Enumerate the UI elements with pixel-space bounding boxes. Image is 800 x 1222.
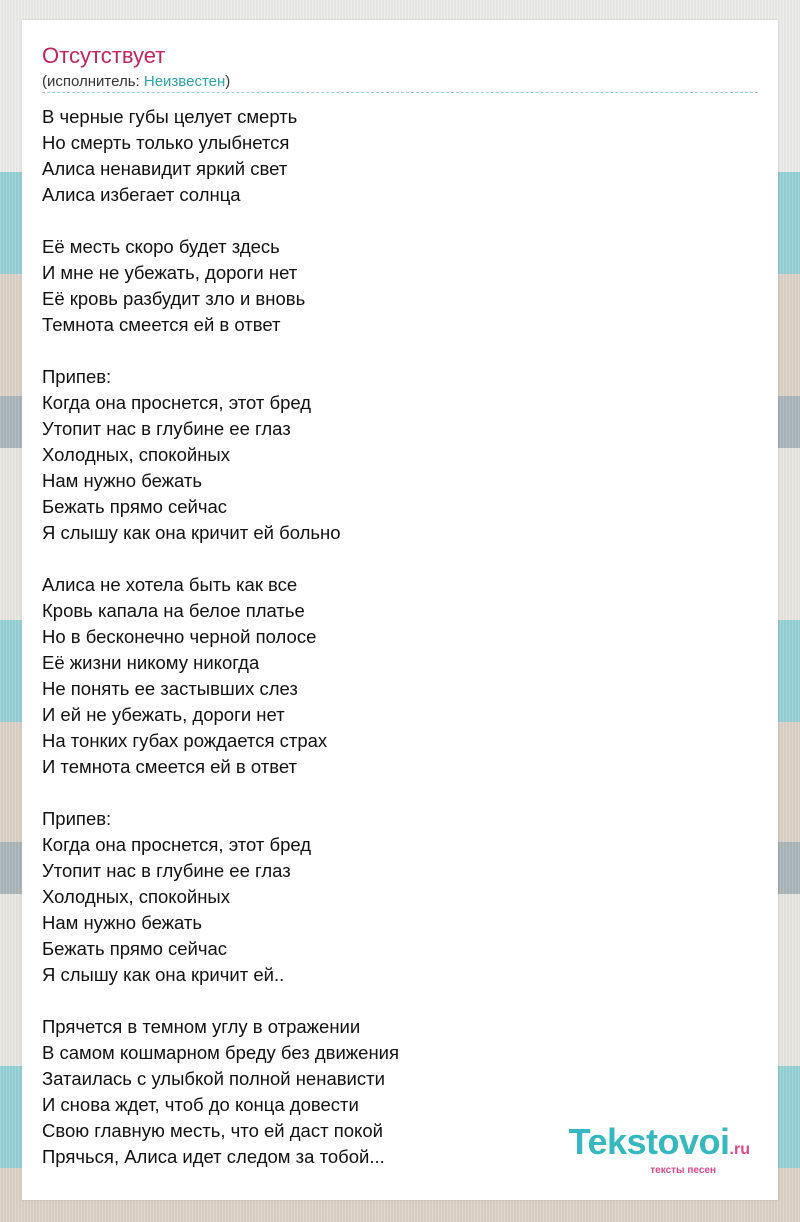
- lyric-line: Бежать прямо сейчас: [42, 938, 228, 959]
- lyric-line: И ей не убежать, дороги нет: [42, 704, 285, 725]
- lyric-line: Её кровь разбудит зло и вновь: [42, 288, 306, 309]
- lyric-line: Прячься, Алиса идет следом за тобой...: [42, 1146, 385, 1167]
- artist-line: [42, 72, 230, 92]
- artist-prefix: (исполнитель:: [42, 73, 144, 90]
- site-logo[interactable]: [568, 1121, 750, 1176]
- lyric-line: Нам нужно бежать: [42, 470, 203, 491]
- lyric-line: Алиса не хотела быть как все: [42, 574, 298, 595]
- lyric-line: Бежать прямо сейчас: [42, 496, 228, 517]
- song-title: Отсутствует: [42, 43, 166, 68]
- stanza-break: [42, 338, 399, 364]
- lyric-line: Темнота смеется ей в ответ: [42, 314, 281, 335]
- lyric-line: Утопит нас в глубине ее глаз: [42, 418, 291, 439]
- lyric-line: Её жизни никому никогда: [42, 652, 260, 673]
- lyric-line: Но смерть только улыбнется: [42, 132, 290, 153]
- lyric-line: Нам нужно бежать: [42, 912, 203, 933]
- artist-suffix: ): [225, 73, 231, 90]
- lyric-line: Холодных, спокойных: [42, 886, 230, 907]
- lyric-line: И снова ждет, чтоб до конца довести: [42, 1094, 359, 1115]
- stanza-break: [42, 208, 399, 234]
- lyric-line: Кровь капала на белое платье: [42, 600, 305, 621]
- lyric-line: Её месть скоро будет здесь: [42, 236, 280, 257]
- lyric-line: Алиса избегает солнца: [42, 184, 241, 205]
- title-divider: [42, 92, 758, 93]
- lyric-line: Утопит нас в глубине ее глаз: [42, 860, 291, 881]
- lyric-line: Прячется в темном углу в отражении: [42, 1016, 361, 1037]
- lyric-line: Припев:: [42, 366, 112, 387]
- lyrics-text: [42, 104, 399, 1170]
- artist-link[interactable]: Неизвестен: [143, 73, 226, 90]
- lyric-line: На тонких губах рождается страх: [42, 730, 328, 751]
- lyric-line: Я слышу как она кричит ей..: [42, 964, 285, 985]
- lyric-line: И темнота смеется ей в ответ: [42, 756, 297, 777]
- lyric-line: В черные губы целует смерть: [42, 106, 298, 127]
- stanza-break: [42, 780, 399, 806]
- logo-tagline: тексты песен: [650, 1165, 716, 1176]
- lyric-line: Припев:: [42, 808, 112, 829]
- logo-name: Tekstovoi: [568, 1121, 730, 1162]
- lyric-line: Свою главную месть, что ей даст покой: [42, 1120, 383, 1141]
- lyric-line: Холодных, спокойных: [42, 444, 230, 465]
- stanza-break: [42, 546, 399, 572]
- lyric-line: В самом кошмарном бреду без движения: [42, 1042, 400, 1063]
- lyric-line: Алиса ненавидит яркий свет: [42, 158, 288, 179]
- lyric-line: Затаилась с улыбкой полной ненависти: [42, 1068, 385, 1089]
- lyric-line: Когда она проснется, этот бред: [42, 392, 312, 413]
- stanza-break: [42, 988, 399, 1014]
- lyrics-card: [22, 20, 778, 1200]
- lyric-line: Когда она проснется, этот бред: [42, 834, 312, 855]
- lyric-line: Но в бесконечно черной полосе: [42, 626, 317, 647]
- logo-wordmark: [568, 1121, 750, 1167]
- lyric-line: Не понять ее застывших слез: [42, 678, 298, 699]
- logo-tld: .ru: [729, 1141, 750, 1158]
- lyric-line: Я слышу как она кричит ей больно: [42, 522, 341, 543]
- lyric-line: И мне не убежать, дороги нет: [42, 262, 298, 283]
